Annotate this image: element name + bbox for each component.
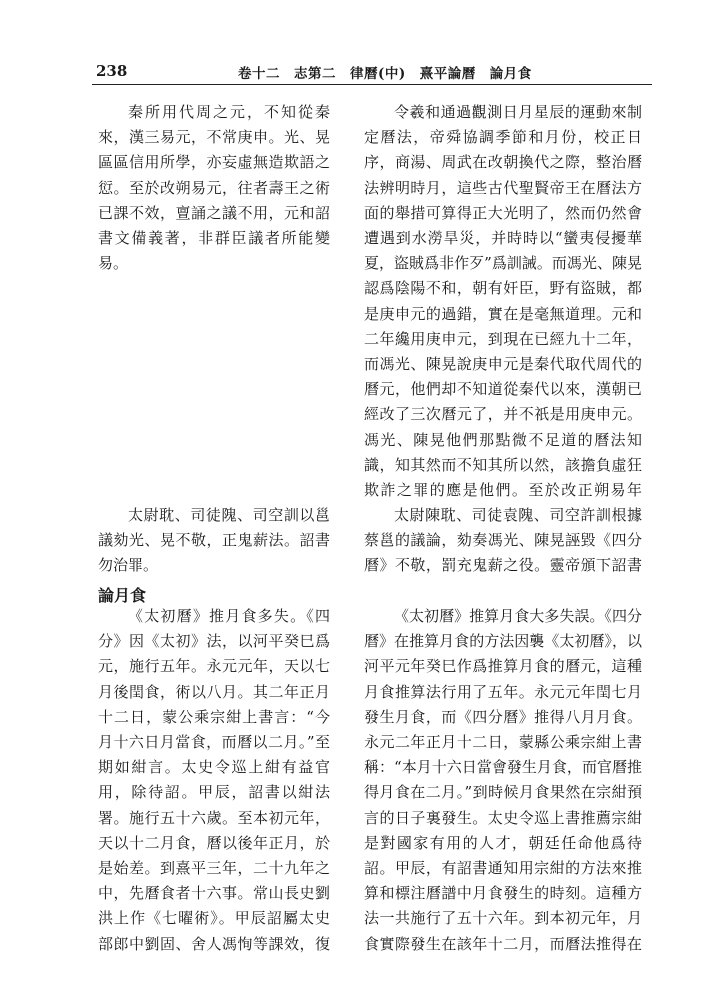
translation-paragraph: 令羲和通過觀測日月星辰的運動來制定曆法，帝舜協調季節和月份，校正日序，商湯、周武在改朝換代之際，整治曆法辨明時月，這些古代聖賢帝王在曆法方面的舉措可算得正大光明了，然而仍然會遭遇到水澇旱災，并時時以“蠻夷侵擾華夏，盜賊爲非作歹”爲訓誡。而馮光、陳晃認爲陰陽不和，朝有奸臣，野有盜賊，都是庚申元的過錯，實在是毫無道理。元和二年纔用庚申元，到現在已經九十二年，而馮光、陳晃說庚申元是秦代取代周代的曆元，他們却不知道從秦代以來，漢朝已經改了三次曆元了，并不祇是用庚申元。馮光、陳晃他們那點微不足道的曆法知識，知其然而不知其所以然，該擔負虛狂欺詐之罪的應是他們。至於改正朔易年: [364, 103, 642, 500]
translation-block-3: [364, 604, 642, 958]
classical-text-block-1: [98, 100, 330, 276]
classical-text-block-2: [98, 503, 330, 579]
section-title: 論月食: [98, 586, 147, 605]
running-head: 卷十二 志第二 律曆(中) 熹平論曆 論月食: [238, 66, 532, 82]
classical-paragraph: 秦所用代周之元，不知從秦來，漢三易元，不常庚申。光、晃區區信用所學，亦妄虛無造欺語之愆。至於改朔易元，往者壽王之術已課不效，亶誦之議不用，元和詔書文備義著，非群臣議者所能變易。: [98, 103, 330, 273]
translation-block-2: [364, 503, 642, 579]
translation-block-1: [364, 100, 642, 504]
page-number: 238: [96, 62, 128, 80]
translation-paragraph: 《太初曆》推算月食大多失誤。《四分曆》在推算月食的方法因襲《太初曆》，以河平元年癸巳作爲推算月食的曆元，這種月食推算法行用了五年。永元元年閏七月發生月食，而《四分曆》推得八月月食。永元二年正月十二日，蒙縣公乘宗紺上書稱：“本月十六日當會發生月食，而官曆推得月食在二月。”到時候月食果然在宗紺預言的日子裏發生。太史令巡上書推薦宗紺是對國家有用的人才，朝廷任命他爲待詔。甲辰，有詔書通知用宗紺的方法來推算和標注曆譜中月食發生的時刻。這種方法一共施行了五十六年。到本初元年，月食實際發生在該年十二月，而曆法推得在: [364, 607, 642, 953]
translation-paragraph: 太尉陳耽、司徒袁隗、司空許訓根據蔡邕的議論，劾奏馮光、陳晃誣毀《四分曆》不敬，罰充鬼薪之役。靈帝頒下詔書: [364, 506, 642, 575]
classical-paragraph: 《太初曆》推月食多失。《四分》因《太初》法，以河平癸巳爲元，施行五年。永元元年，天以七月後閏食，術以八月。其二年正月十二日，蒙公乘宗紺上書言：“今月十六日月當食，而曆以二月。”至期如紺言。太史令巡上紺有益官用，除待詔。甲辰，詔書以紺法署。施行五十六歲。至本初元年，天以十二月食，曆以後年正月，於是始差。到熹平三年，二十九年之中，先曆食者十六事。常山長史劉洪上作《七曜術》。甲辰詔屬太史部郎中劉固、舍人馮恂等課效，復: [98, 607, 330, 953]
classical-paragraph: 太尉耽、司徒隗、司空訓以邕議劾光、晃不敬，正鬼薪法。詔書勿治罪。: [98, 506, 330, 575]
header-rule: [92, 84, 652, 85]
classical-text-block-3: [98, 604, 330, 958]
